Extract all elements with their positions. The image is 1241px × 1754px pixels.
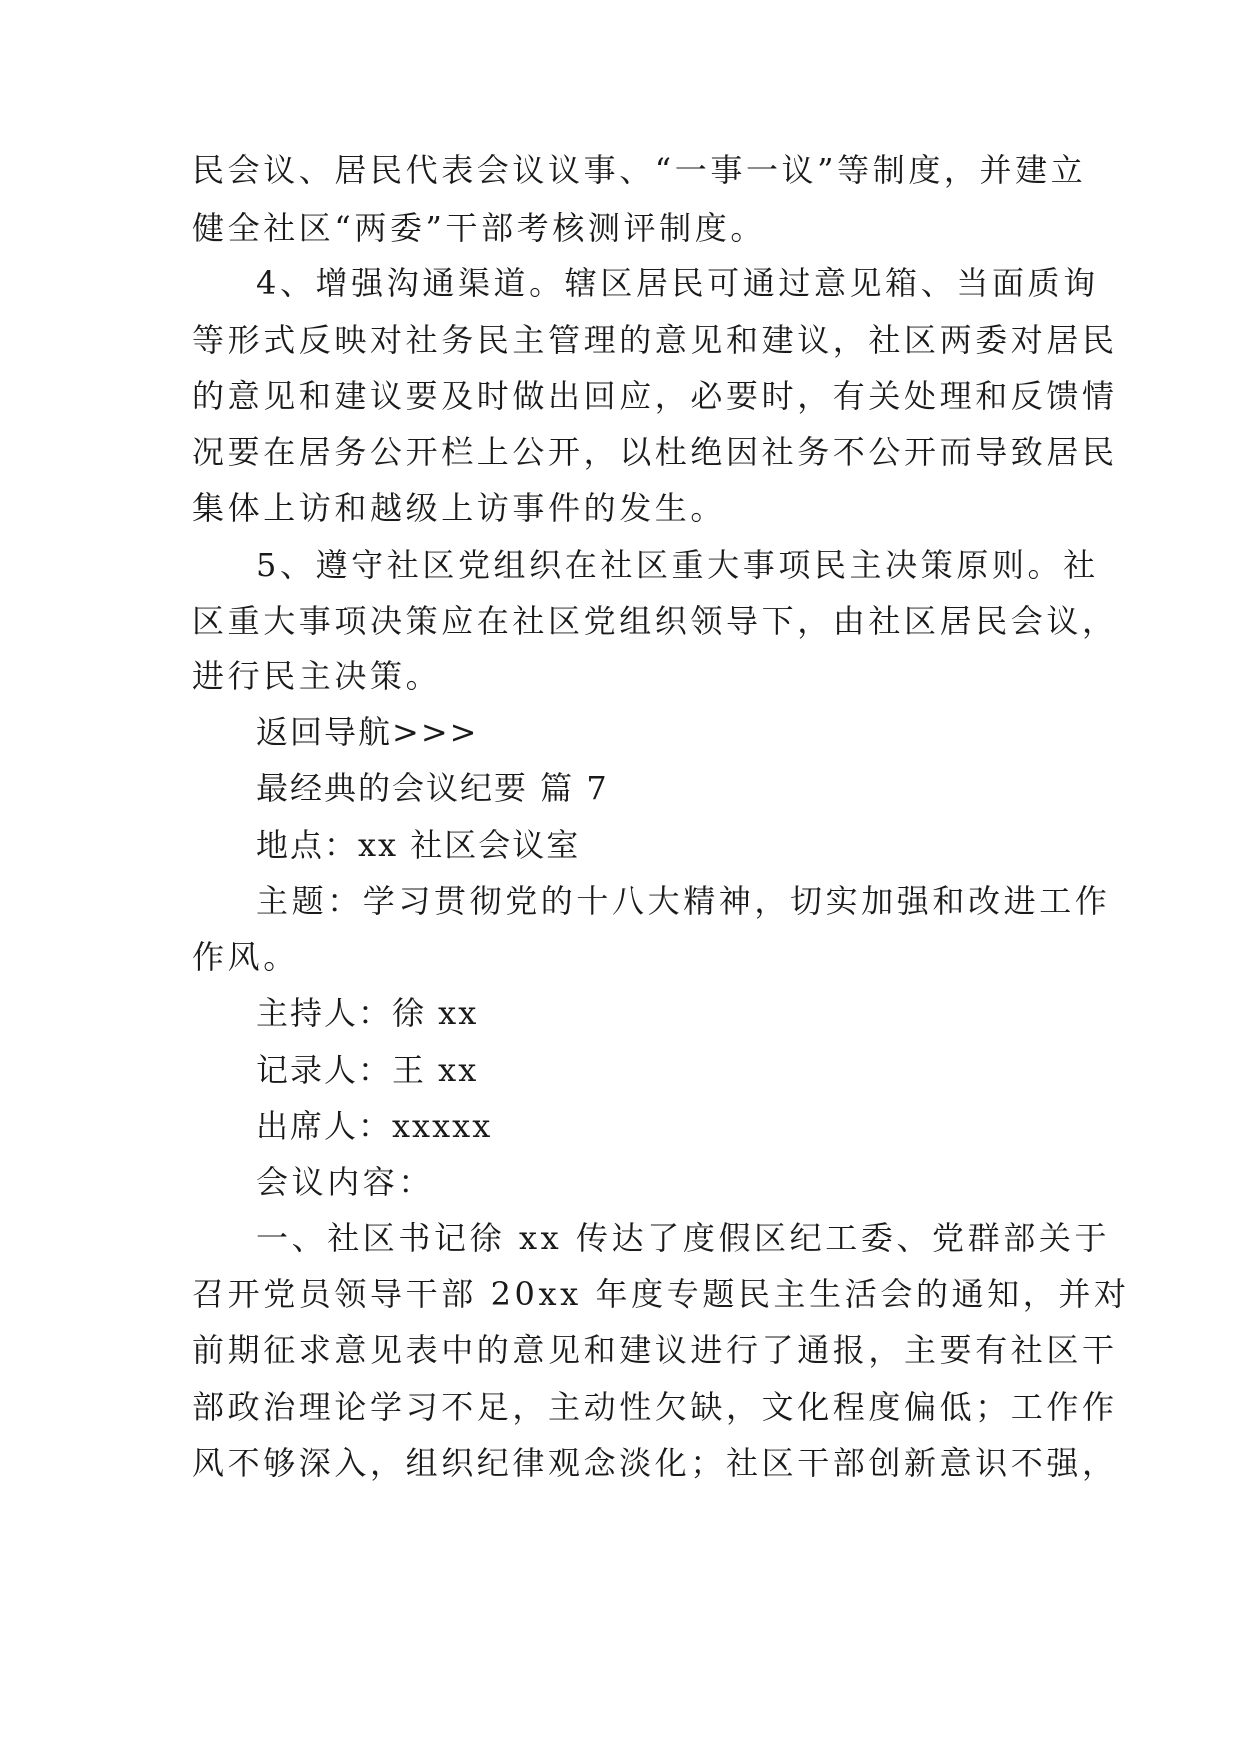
paragraph-line: 区重大事项决策应在社区党组织领导下，由社区居民会议，: [192, 602, 1118, 640]
meeting-host: 主持人：徐 xx: [256, 994, 479, 1032]
paragraph-line: 况要在居务公开栏上公开，以杜绝因社务不公开而导致居民: [192, 433, 1118, 471]
paragraph-line: 健全社区“两委”干部考核测评制度。: [192, 209, 766, 247]
paragraph-line: 的意见和建议要及时做出回应，必要时，有关处理和反馈情: [192, 377, 1118, 415]
paragraph-line: 前期征求意见表中的意见和建议进行了通报，主要有社区干: [192, 1331, 1118, 1369]
paragraph-line: 一、社区书记徐 xx 传达了度假区纪工委、党群部关于: [256, 1219, 1111, 1257]
meeting-recorder: 记录人：王 xx: [256, 1051, 479, 1089]
meeting-content-label: 会议内容：: [256, 1163, 435, 1201]
meeting-location: 地点：xx 社区会议室: [256, 826, 581, 864]
paragraph-line: 4、增强沟通渠道。辖区居民可通过意见箱、当面质询: [256, 264, 1099, 302]
paragraph-line: 召开党员领导干部 20xx 年度专题民主生活会的通知，并对: [192, 1275, 1130, 1313]
back-to-nav-link[interactable]: 返回导航>>>: [256, 713, 479, 751]
section-heading: 最经典的会议纪要 篇 7: [256, 769, 609, 807]
paragraph-line: 部政治理论学习不足，主动性欠缺，文化程度偏低；工作作: [192, 1388, 1118, 1426]
meeting-attendees: 出席人：xxxxx: [256, 1107, 493, 1145]
paragraph-line: 民会议、居民代表会议议事、“一事一议”等制度，并建立: [192, 151, 1087, 189]
paragraph-line: 进行民主决策。: [192, 657, 442, 695]
meeting-topic: 主题：学习贯彻党的十八大精神，切实加强和改进工作: [256, 882, 1111, 920]
paragraph-line: 风不够深入，组织纪律观念淡化；社区干部创新意识不强，: [192, 1444, 1118, 1482]
paragraph-line: 等形式反映对社务民主管理的意见和建议，社区两委对居民: [192, 321, 1118, 359]
paragraph-line: 集体上访和越级上访事件的发生。: [192, 489, 727, 527]
paragraph-line: 作风。: [192, 938, 299, 976]
paragraph-line: 5、遵守社区党组织在社区重大事项民主决策原则。社: [256, 546, 1099, 584]
